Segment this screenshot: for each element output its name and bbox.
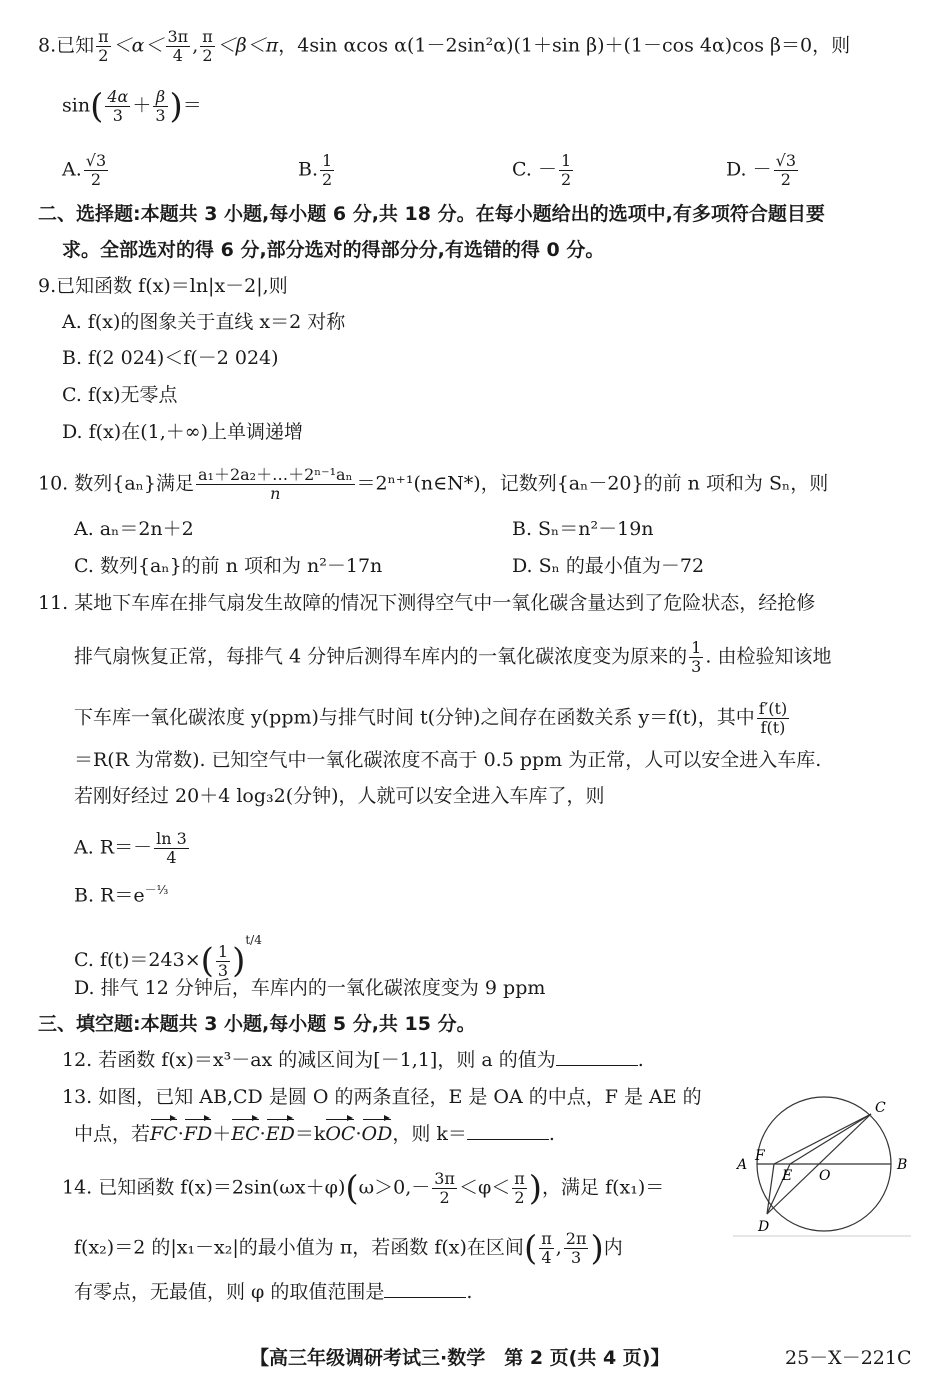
section2-heading: 二、选择题:本题共 3 小题,每小题 6 分,共 18 分。在每小题给出的选项中,有多项符合题目要 bbox=[38, 203, 825, 225]
label-b: B bbox=[897, 1157, 908, 1173]
section2-heading-cont: 求。全部选对的得 6 分,部分选对的得部分分,有选错的得 0 分。 bbox=[62, 239, 605, 261]
vector-ec: EC bbox=[231, 1123, 260, 1145]
frac-den: 3 bbox=[691, 657, 702, 676]
q11-option-d: D. 排气 12 分钟后，车库内的一氧化碳浓度变为 9 ppm bbox=[74, 977, 546, 999]
segment-fc bbox=[774, 1114, 871, 1164]
q8-line2: sin( $\frac{4\alpha}{3}$ ＋ $\frac{\beta}{3}$ )＝ bbox=[62, 86, 202, 127]
q13-line1: 13. 如图，已知 AB,CD 是圆 O 的两条直径，E 是 OA 的中点，F 是 AE 的 bbox=[62, 1086, 702, 1108]
frac-num: π bbox=[514, 1169, 525, 1188]
frac-num: 3π bbox=[434, 1169, 455, 1188]
frac-den: 3 bbox=[571, 1248, 582, 1267]
label-c: C bbox=[875, 1100, 886, 1116]
frac-den: 3 bbox=[155, 106, 166, 125]
q14-cond2: ＜φ＜ bbox=[458, 1176, 511, 1199]
q14-end: . bbox=[466, 1281, 473, 1303]
vector-oc: OC bbox=[325, 1123, 356, 1145]
q11-option-a bbox=[74, 830, 191, 867]
frac-num: ln 3 bbox=[156, 829, 187, 848]
frac bbox=[96, 28, 111, 65]
frac-den: 2 bbox=[780, 170, 791, 189]
q8-stem-end: ，4sin αcos α(1－2sin²α)(1＋sin β)＋(1－cos 4α)cos β＝0，则 bbox=[278, 34, 851, 57]
q10-stem-end: ＝2ⁿ⁺¹(n∈N*)，记数列{aₙ－20}的前 n 项和为 Sₙ，则 bbox=[356, 472, 829, 495]
frac-den: f(t) bbox=[760, 718, 786, 737]
frac bbox=[559, 152, 573, 189]
q10-stem bbox=[38, 466, 828, 503]
q11-line1: 11. 某地下车库在排气扇发生故障的情况下测得空气中一氧化碳含量达到了危险状态，经抢修 bbox=[38, 592, 816, 614]
label-o: O bbox=[819, 1168, 831, 1184]
frac-den: 2 bbox=[98, 46, 109, 65]
frac-den: 4 bbox=[166, 848, 177, 867]
vector-fc: FC bbox=[150, 1123, 178, 1145]
frac bbox=[153, 88, 167, 125]
q8-lt2: ＜β＜π bbox=[216, 34, 279, 57]
q14-l3-text: 有零点，无最值，则 φ 的取值范围是 bbox=[74, 1281, 385, 1303]
exponent: －⅓ bbox=[144, 883, 169, 897]
frac bbox=[216, 943, 230, 980]
q14-line1: 14. 已知函数 f(x)＝2sin(ωx＋φ)(ω＞0,－ $\frac{3\pi}{2}$ ＜φ＜ $\frac{\pi}{2}$ )，满足 f(x₁)＝ bbox=[62, 1168, 665, 1209]
frac-num: 3π bbox=[167, 27, 189, 46]
frac-den: 3 bbox=[217, 960, 229, 980]
q14-l1-start: 14. 已知函数 f(x)＝2sin(ωx＋φ) bbox=[62, 1176, 346, 1199]
exam-code: 25－X－221C bbox=[785, 1347, 912, 1369]
q13-end: . bbox=[548, 1123, 555, 1145]
opt-label: A. R＝－ bbox=[74, 836, 153, 859]
frac-num: 1 bbox=[691, 638, 702, 657]
q12 bbox=[62, 1048, 644, 1072]
frac-den: 2 bbox=[322, 170, 333, 189]
frac-num: π bbox=[98, 27, 109, 46]
q8-line1: 8.已知 $\frac{\pi}{2}$ ＜α＜ $\frac{3\pi}{4}$ , $\frac{\pi}{2}$ ＜β＜π，4sin αcos α(1－2sin²α)(1＋sin β)＋(1－cos 4α)cos β＝0，则 bbox=[38, 27, 851, 65]
q9-option-c: C. f(x)无零点 bbox=[62, 384, 178, 406]
label-a: A bbox=[737, 1157, 748, 1173]
frac-num: √3 bbox=[775, 151, 797, 170]
q10-option-a: A. aₙ＝2n＋2 bbox=[74, 518, 194, 540]
vector-fd: FD bbox=[183, 1123, 213, 1145]
frac bbox=[539, 1230, 554, 1267]
frac-num: π bbox=[541, 1229, 552, 1248]
frac-num: π bbox=[202, 27, 213, 46]
q14-l1-end: ，满足 f(x₁)＝ bbox=[542, 1176, 665, 1199]
q9-option-d: D. f(x)在(1,＋∞)上单调递增 bbox=[62, 421, 303, 443]
answer-blank bbox=[384, 1281, 466, 1298]
opt-label: D. － bbox=[726, 158, 772, 181]
frac-num: a₁＋2a₂＋…＋2ⁿ⁻¹aₙ bbox=[197, 465, 353, 484]
q11-option-b bbox=[74, 878, 168, 907]
frac-den: 4 bbox=[172, 46, 183, 65]
answer-blank bbox=[556, 1049, 638, 1066]
circle-diagram bbox=[733, 1090, 913, 1240]
q11-l2-end: . 由检验知该地 bbox=[705, 645, 832, 668]
q9-option-b: B. f(2 024)＜f(－2 024) bbox=[62, 347, 279, 369]
q12-text: 12. 若函数 f(x)＝x³－ax 的减区间为[－1,1]，则 a 的值为 bbox=[62, 1049, 556, 1071]
q10-option-c: C. 数列{aₙ}的前 n 项和为 n²－17n bbox=[74, 555, 383, 577]
frac bbox=[105, 88, 130, 125]
frac-den: 2 bbox=[90, 170, 102, 189]
opt-label: B. bbox=[298, 158, 319, 181]
frac bbox=[564, 1230, 589, 1267]
plus: ＋ bbox=[212, 1123, 232, 1145]
frac bbox=[689, 639, 703, 676]
label-e: E bbox=[782, 1168, 793, 1184]
frac-num: 2π bbox=[565, 1229, 587, 1248]
q11-l2-start: 排气扇恢复正常，每排气 4 分钟后测得车库内的一氧化碳浓度变为原来的 bbox=[74, 645, 688, 668]
label-f: F bbox=[755, 1148, 765, 1164]
frac-den: 4 bbox=[541, 1248, 552, 1267]
q8-sin: sin bbox=[62, 94, 91, 117]
exponent: t/4 bbox=[245, 933, 262, 947]
vector-od: OD bbox=[361, 1123, 393, 1145]
frac bbox=[154, 830, 189, 867]
opt-label: C. f(t)＝243× bbox=[74, 949, 201, 971]
q10-option-b: B. Sₙ＝n²－19n bbox=[512, 518, 654, 540]
frac bbox=[84, 152, 108, 189]
dot: · bbox=[355, 1123, 362, 1145]
opt-label: A. bbox=[62, 158, 82, 181]
q11-line3 bbox=[74, 700, 791, 737]
vector-ed: ED bbox=[265, 1123, 295, 1145]
opt-label: B. R＝e bbox=[74, 884, 145, 907]
frac-num: β bbox=[153, 88, 167, 107]
q14-line2: f(x₂)＝2 的|x₁－x₂|的最小值为 π，若函数 f(x)在区间( $\frac{\pi}{4}$ , $\frac{2\pi}{3}$ )内 bbox=[74, 1228, 623, 1269]
frac-num: 1 bbox=[217, 941, 229, 961]
frac-num: 1 bbox=[560, 151, 572, 170]
opt-label: C. － bbox=[512, 158, 557, 181]
dot: · bbox=[177, 1123, 184, 1145]
q11-option-c: C. f(t)＝243×( $\frac{1}{3}$ )$^{t/4}$ bbox=[74, 933, 262, 981]
dot: · bbox=[259, 1123, 266, 1145]
frac-den: n bbox=[270, 484, 281, 503]
q14-line3 bbox=[74, 1280, 472, 1304]
eqk: ＝k bbox=[294, 1123, 326, 1145]
frac-den: 2 bbox=[439, 1188, 450, 1207]
frac bbox=[166, 28, 191, 65]
q8-option-d bbox=[726, 152, 800, 189]
q10-stem-start: 10. 数列{aₙ}满足 bbox=[38, 472, 194, 495]
q13-l2-start: 中点，若 bbox=[74, 1123, 151, 1145]
q13-line2 bbox=[74, 1122, 555, 1146]
q11-l3-start: 下车库一氧化碳浓度 y(ppm)与排气时间 t(分钟)之间存在函数关系 y＝f(t)，其中 bbox=[74, 706, 755, 729]
frac-den: 3 bbox=[112, 106, 123, 125]
frac-num: √3 bbox=[85, 151, 107, 170]
q10-option-d: D. Sₙ 的最小值为－72 bbox=[512, 555, 705, 577]
q14-cond: ω＞0,－ bbox=[358, 1176, 431, 1199]
q8-lt: ＜α＜ bbox=[112, 34, 164, 57]
q11-line5: 若刚好经过 20＋4 log₃2(分钟)，人就可以安全进入车库了，则 bbox=[74, 785, 605, 807]
frac-den: 2 bbox=[560, 170, 572, 189]
frac-num: f′(t) bbox=[758, 699, 788, 718]
frac bbox=[432, 1170, 457, 1207]
section3-heading: 三、填空题:本题共 3 小题,每小题 5 分,共 15 分。 bbox=[38, 1013, 476, 1035]
page-footer: 【高三年级调研考试三·数学 第 2 页(共 4 页)】 bbox=[250, 1347, 670, 1369]
frac bbox=[774, 152, 798, 189]
label-d: D bbox=[758, 1219, 770, 1235]
frac bbox=[757, 700, 789, 737]
q8-stem-start: 8.已知 bbox=[38, 34, 95, 57]
q13-l2-end: ，则 k＝ bbox=[392, 1123, 467, 1145]
segment-ec bbox=[790, 1114, 871, 1164]
frac-den: 2 bbox=[514, 1188, 525, 1207]
frac-num: 1 bbox=[322, 151, 333, 170]
q14-l2-start: f(x₂)＝2 的|x₁－x₂|的最小值为 π，若函数 f(x)在区间 bbox=[74, 1236, 524, 1259]
q8-option-b bbox=[298, 152, 336, 189]
answer-blank bbox=[467, 1123, 549, 1140]
frac-num: 4α bbox=[107, 87, 129, 106]
q9-option-a: A. f(x)的图象关于直线 x＝2 对称 bbox=[62, 311, 346, 333]
q9-stem: 9.已知函数 f(x)＝ln|x－2|,则 bbox=[38, 275, 288, 297]
frac bbox=[196, 466, 355, 503]
frac bbox=[200, 28, 215, 65]
q11-line4: ＝R(R 为常数). 已知空气中一氧化碳浓度不高于 0.5 ppm 为正常，人可以安全进入车库. bbox=[74, 749, 822, 771]
q14-l2-end: 内 bbox=[603, 1236, 623, 1259]
q8-option-a bbox=[62, 152, 110, 189]
q8-option-c bbox=[512, 152, 575, 189]
q11-line2 bbox=[74, 639, 831, 676]
frac bbox=[320, 152, 334, 189]
frac-den: 2 bbox=[202, 46, 213, 65]
frac bbox=[512, 1170, 527, 1207]
q12-end: . bbox=[637, 1049, 644, 1071]
